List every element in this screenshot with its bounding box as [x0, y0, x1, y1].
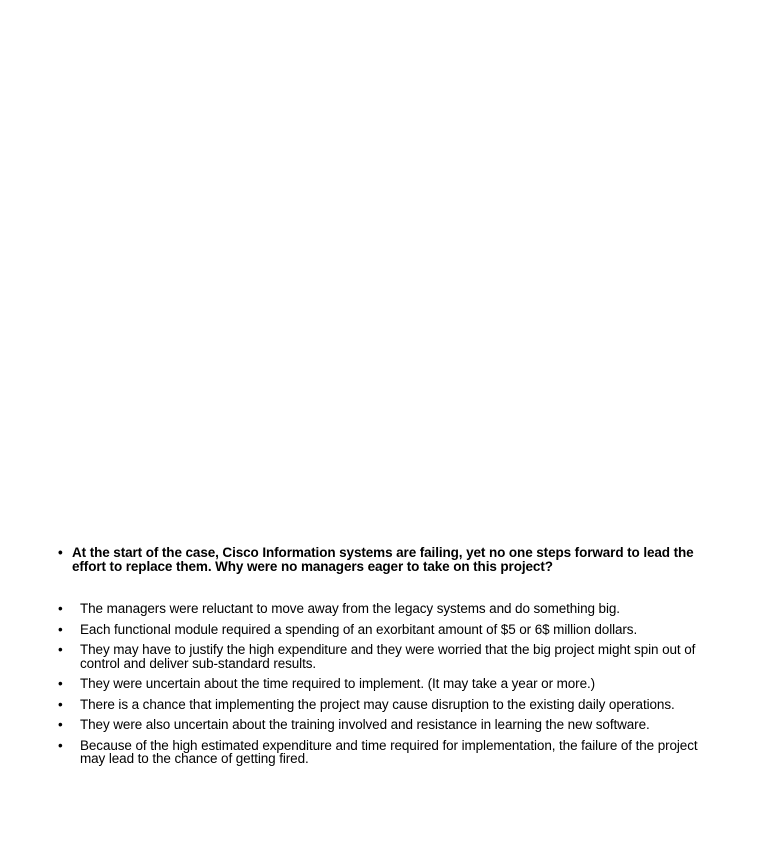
answer-item	[56, 698, 716, 712]
bullet-icon: •	[58, 717, 63, 732]
answer-item	[56, 643, 716, 670]
answer-list	[56, 602, 716, 766]
answer-item	[56, 602, 716, 616]
question-item	[56, 546, 716, 574]
answer-item	[56, 718, 716, 732]
answer-item	[56, 739, 716, 766]
answer-text: Each functional module required a spending of an exorbitant amount of $5 or 6$ million dollars.	[80, 621, 638, 637]
answer-text: The managers were reluctant to move away from the legacy systems and do something big.	[80, 601, 620, 616]
slide-content	[56, 546, 716, 773]
bullet-icon: •	[58, 642, 63, 657]
bullet-icon: •	[58, 621, 63, 637]
answer-text: They may have to justify the high expenditure and they were worried that the big project might spin out of control and deliver sub-standard results.	[80, 642, 696, 671]
question-text: At the start of the case, Cisco Information systems are failing, yet no one steps forward to lead the effort to replace them. Why were no managers eager to take on this project?	[72, 545, 694, 574]
bullet-icon: •	[58, 737, 63, 753]
bullet-icon: •	[58, 696, 63, 712]
answer-item	[56, 623, 716, 637]
bullet-icon: •	[58, 601, 63, 616]
answer-text: Because of the high estimated expenditure and time required for implementation, the failure of the project may lead to the chance of getting fired.	[80, 737, 698, 766]
answer-text: They were also uncertain about the training involved and resistance in learning the new software.	[80, 717, 650, 732]
answer-item	[56, 677, 716, 691]
bullet-icon: •	[58, 676, 63, 691]
answer-text: They were uncertain about the time required to implement. (It may take a year or more.)	[80, 676, 596, 691]
answer-text: There is a chance that implementing the project may cause disruption to the existing daily operations.	[80, 696, 675, 712]
bullet-icon: •	[58, 545, 63, 560]
